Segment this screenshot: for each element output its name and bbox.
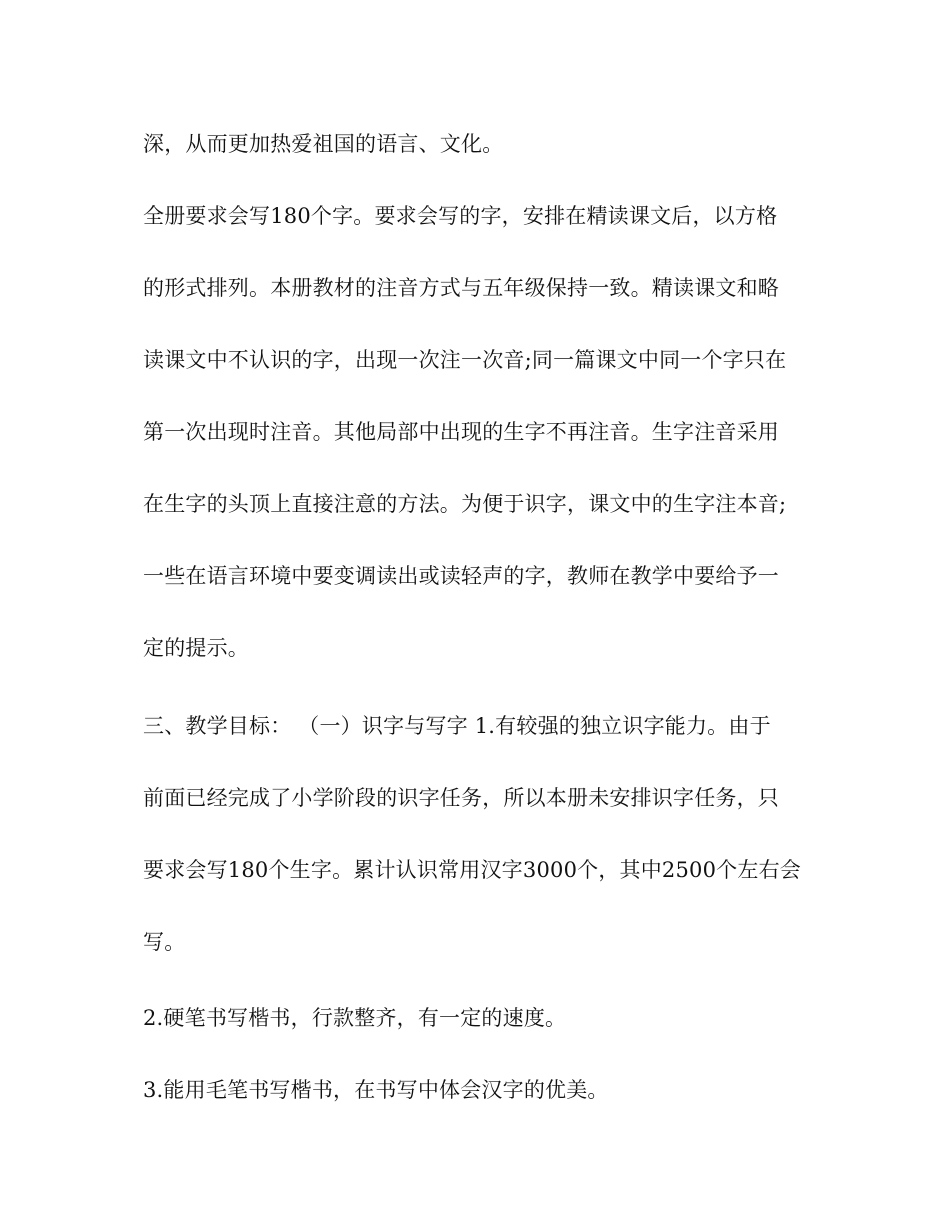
- text-line: 第一次出现时注音。其他局部中出现的生字不再注音。生字注音采用: [143, 420, 779, 444]
- text-line: 前面已经完成了小学阶段的识字任务，所以本册未安排识字任务，只: [143, 786, 779, 810]
- text-line: 的形式排列。本册教材的注音方式与五年级保持一致。精读课文和略: [143, 276, 779, 300]
- text-line: 全册要求会写180个字。要求会写的字，安排在精读课文后，以方格: [143, 204, 778, 228]
- text-line: 深，从而更加热爱祖国的语言、文化。: [143, 132, 504, 156]
- text-line: 要求会写180个生字。累计认识常用汉字3000个，其中2500个左右会: [143, 858, 801, 882]
- text-line: 一些在语言环境中要变调读出或读轻声的字，教师在教学中要给予一: [143, 564, 779, 588]
- text-line: 3.能用毛笔书写楷书，在书写中体会汉字的优美。: [143, 1078, 609, 1102]
- text-line: 三、教学目标： （一）识字与写字 1.有较强的独立识字能力。由于: [143, 714, 771, 738]
- text-line: 2.硬笔书写楷书，行款整齐，有一定的速度。: [143, 1006, 567, 1030]
- text-line: 读课文中不认识的字，出现一次注一次音;同一篇课文中同一个字只在: [143, 348, 787, 372]
- text-line: 在生字的头顶上直接注意的方法。为便于识字，课文中的生字注本音;: [143, 492, 787, 516]
- text-line: 写。: [143, 930, 186, 954]
- text-line: 定的提示。: [143, 636, 249, 660]
